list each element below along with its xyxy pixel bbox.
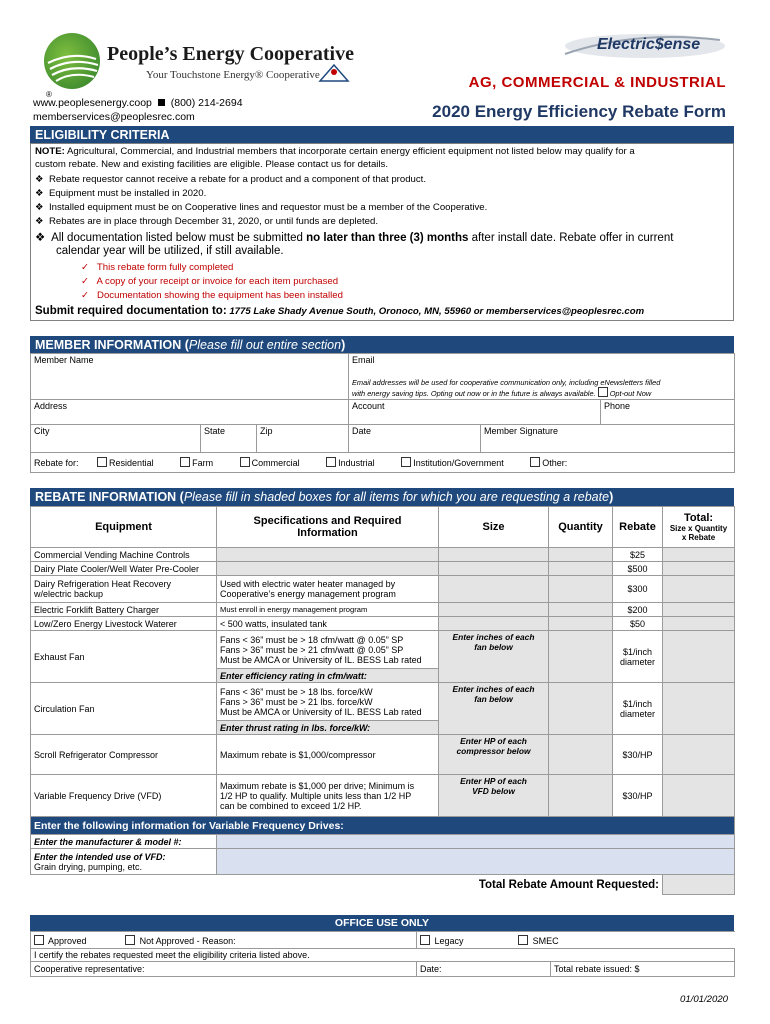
- quantity-input[interactable]: [549, 683, 613, 735]
- rebate-for-label: Rebate for:: [34, 458, 79, 468]
- total-rebate-input[interactable]: [663, 875, 735, 895]
- col-specs: Specifications and Required Information: [217, 507, 439, 548]
- option-farm[interactable]: Farm: [180, 458, 213, 468]
- rebate-table: [30, 506, 735, 895]
- rebate-info-title: REBATE INFORMATION (Please fill in shaded boxes for all items for which you are requesting a rebate): [35, 490, 614, 504]
- total-input[interactable]: [663, 735, 735, 775]
- vfd-info-bar: Enter the following information for Variable Frequency Drives:: [31, 817, 735, 835]
- rep-field[interactable]: Cooperative representative:: [31, 962, 417, 977]
- total-issued-field[interactable]: Total rebate issued: $: [551, 962, 735, 977]
- eligibility-title: ELIGIBILITY CRITERIA: [35, 128, 170, 142]
- rule-item: ❖ Installed equipment must be on Cooperative lines and requestor must be a member of the Cooperative.: [35, 202, 488, 213]
- col-rebate: Rebate: [613, 507, 663, 548]
- website: www.peoplesenergy.coop: [33, 97, 152, 109]
- table-row: Electric Forklift Battery Charger Must enroll in energy management program $200: [31, 603, 735, 617]
- zip-field[interactable]: Zip: [257, 425, 349, 453]
- table-row: Exhaust Fan Fans < 36” must be > 18 cfm/watt @ 0.05” SP Fans > 36” must be > 21 cfm/watt @ 0.05” SP Must be AMCA or University of IL. BESS Lab rated Enter inches of each fan below $1/inch diameter: [31, 631, 735, 669]
- table-row: Variable Frequency Drive (VFD) Maximum rebate is $1,000 per drive; Minimum is 1/2 HP to qualify. Multiple units less than 1/2 HP can be combined to exceed 1/2 HP. Enter HP of each VFD below $30/HP: [31, 775, 735, 817]
- rebate-for-row: [31, 453, 735, 473]
- square-bullet-icon: [158, 99, 165, 106]
- submit-line: [35, 305, 644, 317]
- note-line: [35, 146, 635, 157]
- table-row: Low/Zero Energy Livestock Waterer < 500 watts, insulated tank $50: [31, 617, 735, 631]
- total-input[interactable]: [663, 576, 735, 603]
- document-title: 2020 Energy Efficiency Rebate Form: [432, 102, 726, 121]
- option-residential[interactable]: Residential: [97, 458, 154, 468]
- note-label: NOTE:: [35, 146, 65, 157]
- table-row: Commercial Vending Machine Controls $25: [31, 548, 735, 562]
- size-input[interactable]: [439, 548, 549, 562]
- program-brand: Electric$ense: [597, 36, 701, 53]
- quantity-input[interactable]: [549, 631, 613, 683]
- legacy-option[interactable]: Legacy: [420, 936, 464, 946]
- total-input[interactable]: [663, 548, 735, 562]
- member-name-field[interactable]: Member Name: [31, 354, 349, 400]
- size-input[interactable]: [439, 562, 549, 576]
- program-row: [417, 932, 735, 949]
- specs-input[interactable]: [217, 548, 439, 562]
- footer-date: 01/01/2020: [679, 994, 728, 1005]
- office-use-header: OFFICE USE ONLY: [30, 915, 734, 931]
- quantity-input[interactable]: [549, 562, 613, 576]
- touchstone-icon: [318, 64, 350, 82]
- quantity-input[interactable]: [549, 735, 613, 775]
- table-row: Dairy Refrigeration Heat Recovery w/electric backup Used with electric water heater managed by Cooperative’s energy management program $300: [31, 576, 735, 603]
- state-field[interactable]: State: [201, 425, 257, 453]
- email-note: Email addresses will be used for cooperative communication only, including eNewsletters filled: [352, 378, 661, 387]
- table-row: Dairy Plate Cooler/Well Water Pre-Cooler $500: [31, 562, 735, 576]
- email-note-2: with energy saving tips. Opting out now or in the future is always available. Opt-out Now: [352, 389, 652, 398]
- quantity-input[interactable]: [549, 775, 613, 817]
- office-date-field[interactable]: Date:: [417, 962, 551, 977]
- registered-mark: ®: [46, 90, 52, 99]
- approved-option[interactable]: Approved: [34, 936, 87, 946]
- col-equipment: Equipment: [31, 507, 217, 548]
- rule-item: ❖ Equipment must be installed in 2020.: [35, 188, 207, 199]
- documentation-rule: ❖ All documentation listed below must be submitted no later than three (3) months after install date. Rebate offer in current: [35, 232, 674, 244]
- submit-label: Submit required documentation to:: [35, 305, 227, 317]
- contact-line: [33, 97, 243, 109]
- option-other[interactable]: Other:: [530, 458, 567, 468]
- size-input[interactable]: Enter HP of each VFD below: [439, 775, 549, 817]
- submit-address: 1775 Lake Shady Avenue South, Oronoco, MN, 55960 or memberservices@peoplesrec.com: [226, 306, 645, 317]
- org-name: People’s Energy Cooperative: [107, 43, 354, 65]
- total-rebate-label: Total Rebate Amount Requested:: [478, 878, 659, 891]
- account-field[interactable]: Account: [349, 400, 601, 425]
- vfd-use-label: Enter the intended use of VFD: Grain drying, pumping, etc.: [31, 849, 217, 875]
- size-input[interactable]: [439, 576, 549, 603]
- office-use-table: [30, 931, 735, 977]
- electricsense-logo: [555, 28, 725, 62]
- org-tagline: Your Touchstone Energy® Cooperative: [146, 69, 320, 81]
- member-info-header: [30, 336, 734, 354]
- rule-item: ❖ Rebates are in place through December 31, 2020, or until funds are depleted.: [35, 216, 379, 227]
- note-line-2: custom rebate. New and existing facilities are eligible. Please contact us for details.: [35, 159, 389, 170]
- eligibility-box: [30, 143, 734, 321]
- eligibility-header: [30, 126, 734, 144]
- approval-row: [31, 932, 417, 949]
- table-row: Scroll Refrigerator Compressor Maximum rebate is $1,000/compressor Enter HP of each compressor below $30/HP: [31, 735, 735, 775]
- doc-item: ✓ A copy of your receipt or invoice for each item purchased: [81, 276, 339, 287]
- doc-item: ✓ Documentation showing the equipment has been installed: [81, 290, 343, 301]
- email-field[interactable]: [349, 354, 735, 400]
- documentation-rule-2: calendar year will be utilized, if still available.: [56, 245, 284, 257]
- option-industrial[interactable]: Industrial: [326, 458, 375, 468]
- smec-option[interactable]: SMEC: [518, 936, 559, 946]
- phone-number: (800) 214-2694: [170, 97, 243, 109]
- size-input[interactable]: [439, 617, 549, 631]
- table-row: Circulation Fan Fans < 36” must be > 18 lbs. force/kW Fans > 36” must be > 21 lbs. force/kW Must be AMCA or University of IL. BESS Lab rated Enter inches of each fan below $1/inch diameter: [31, 683, 735, 721]
- not-approved-option[interactable]: Not Approved - Reason:: [125, 936, 236, 946]
- date-field[interactable]: Date: [349, 425, 481, 453]
- quantity-input[interactable]: [549, 617, 613, 631]
- total-input[interactable]: [663, 562, 735, 576]
- document-category: AG, COMMERCIAL & INDUSTRIAL: [468, 74, 726, 91]
- phone-field[interactable]: Phone: [601, 400, 735, 425]
- quantity-input[interactable]: [549, 576, 613, 603]
- signature-field[interactable]: Member Signature: [481, 425, 735, 453]
- total-input[interactable]: [663, 631, 735, 683]
- col-total: Total: Size x Quantity x Rebate: [663, 507, 735, 548]
- address-field[interactable]: Address: [31, 400, 349, 425]
- member-info-title: MEMBER INFORMATION (Please fill out entire section): [35, 338, 346, 352]
- member-info-table: [30, 353, 735, 473]
- city-field[interactable]: City: [31, 425, 201, 453]
- quantity-input[interactable]: [549, 603, 613, 617]
- certify-text: I certify the rebates requested meet the eligibility criteria listed above.: [31, 949, 735, 962]
- size-input[interactable]: Enter inches of each fan below: [439, 683, 549, 735]
- option-institution[interactable]: Institution/Government: [401, 458, 504, 468]
- vfd-use-input[interactable]: [217, 849, 735, 875]
- size-input[interactable]: Enter inches of each fan below: [439, 631, 549, 683]
- thrust-input[interactable]: Enter thrust rating in lbs. force/kW:: [217, 721, 439, 735]
- col-size: Size: [439, 507, 549, 548]
- note-text: Agricultural, Commercial, and Industrial members that incorporate certain energy efficient equipment not listed below may qualify for a: [67, 146, 635, 157]
- coop-logo-icon: [44, 33, 100, 89]
- vfd-manufacturer-input[interactable]: [217, 835, 735, 849]
- option-commercial[interactable]: Commercial: [240, 458, 300, 468]
- total-input[interactable]: [663, 775, 735, 817]
- quantity-input[interactable]: [549, 548, 613, 562]
- size-input[interactable]: Enter HP of each compressor below: [439, 735, 549, 775]
- size-input[interactable]: [439, 603, 549, 617]
- col-quantity: Quantity: [549, 507, 613, 548]
- total-input[interactable]: [663, 617, 735, 631]
- rule-item: ❖ Rebate requestor cannot receive a rebate for a product and a component of that product.: [35, 174, 426, 185]
- vfd-manufacturer-label: Enter the manufacturer & model #:: [31, 835, 217, 849]
- contact-email: memberservices@peoplesrec.com: [33, 111, 195, 123]
- email-label: Email: [352, 355, 375, 365]
- rebate-info-header: [30, 488, 734, 506]
- total-input[interactable]: [663, 603, 735, 617]
- doc-item: ✓ This rebate form fully completed: [81, 262, 234, 273]
- total-input[interactable]: [663, 683, 735, 735]
- opt-out-checkbox[interactable]: [598, 387, 608, 397]
- efficiency-input[interactable]: Enter efficiency rating in cfm/watt:: [217, 669, 439, 683]
- specs-input[interactable]: [217, 562, 439, 576]
